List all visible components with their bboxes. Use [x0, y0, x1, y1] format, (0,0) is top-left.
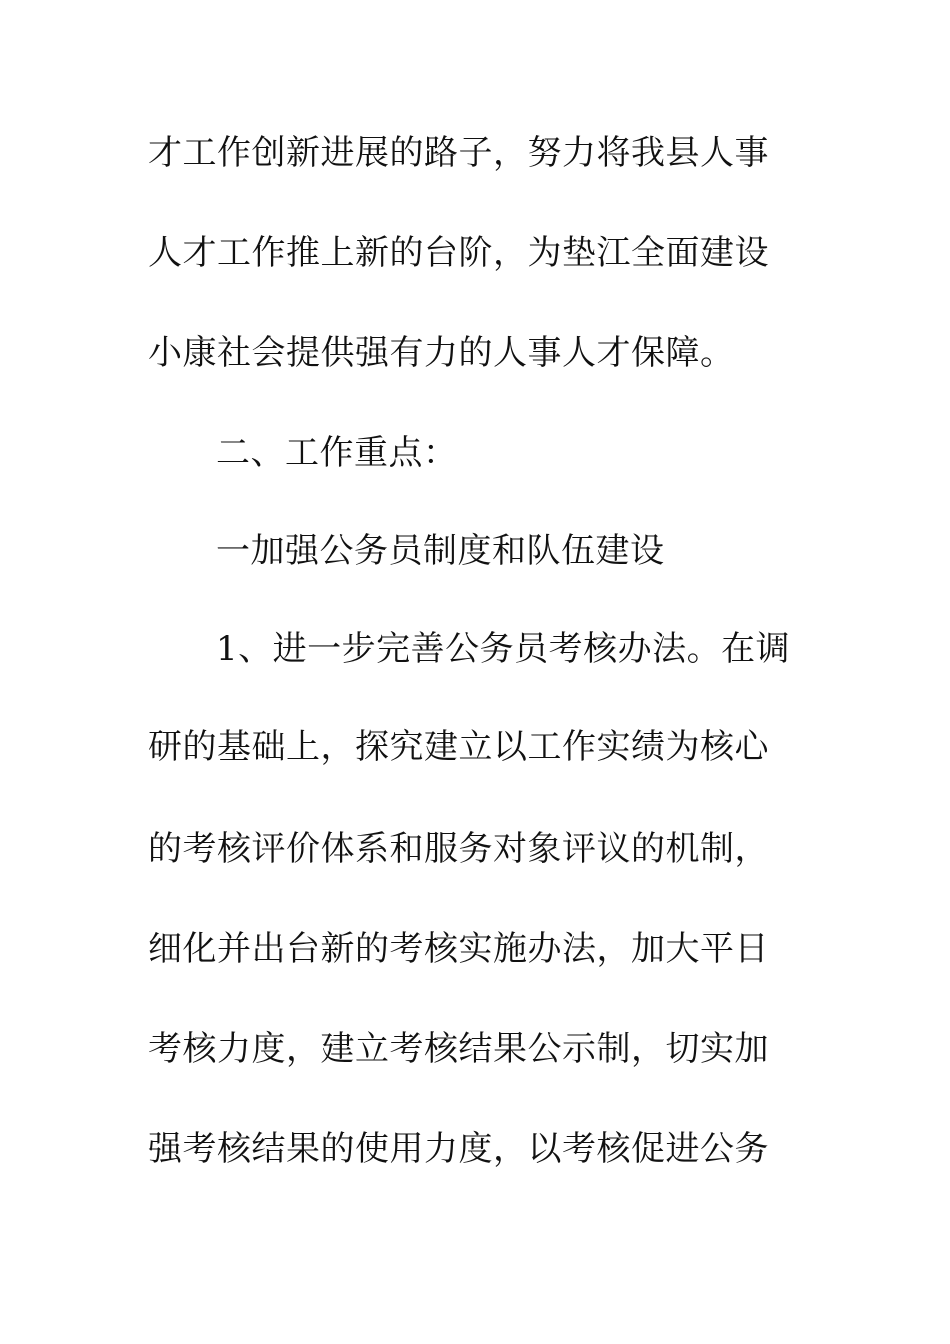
text-line: 考核力度，建立考核结果公示制，切实加	[148, 1029, 769, 1069]
text-line: 研的基础上，探究建立以工作实绩为核心	[148, 727, 769, 767]
text-line: 才工作创新进展的路子，努力将我县人事	[148, 133, 769, 173]
subsection-heading: 一加强公务员制度和队伍建设	[216, 531, 665, 571]
section-heading: 二、工作重点：	[216, 433, 458, 473]
text-line: 1、进一步完善公务员考核办法。在调	[216, 629, 791, 669]
text-line: 强考核结果的使用力度，以考核促进公务	[148, 1129, 769, 1169]
text-line: 的考核评价体系和服务对象评议的机制，	[148, 829, 769, 869]
text-line: 细化并出台新的考核实施办法，加大平日	[148, 929, 769, 969]
text-line: 小康社会提供强有力的人事人才保障。	[148, 333, 735, 373]
text-line: 人才工作推上新的台阶，为垫江全面建设	[148, 233, 769, 273]
